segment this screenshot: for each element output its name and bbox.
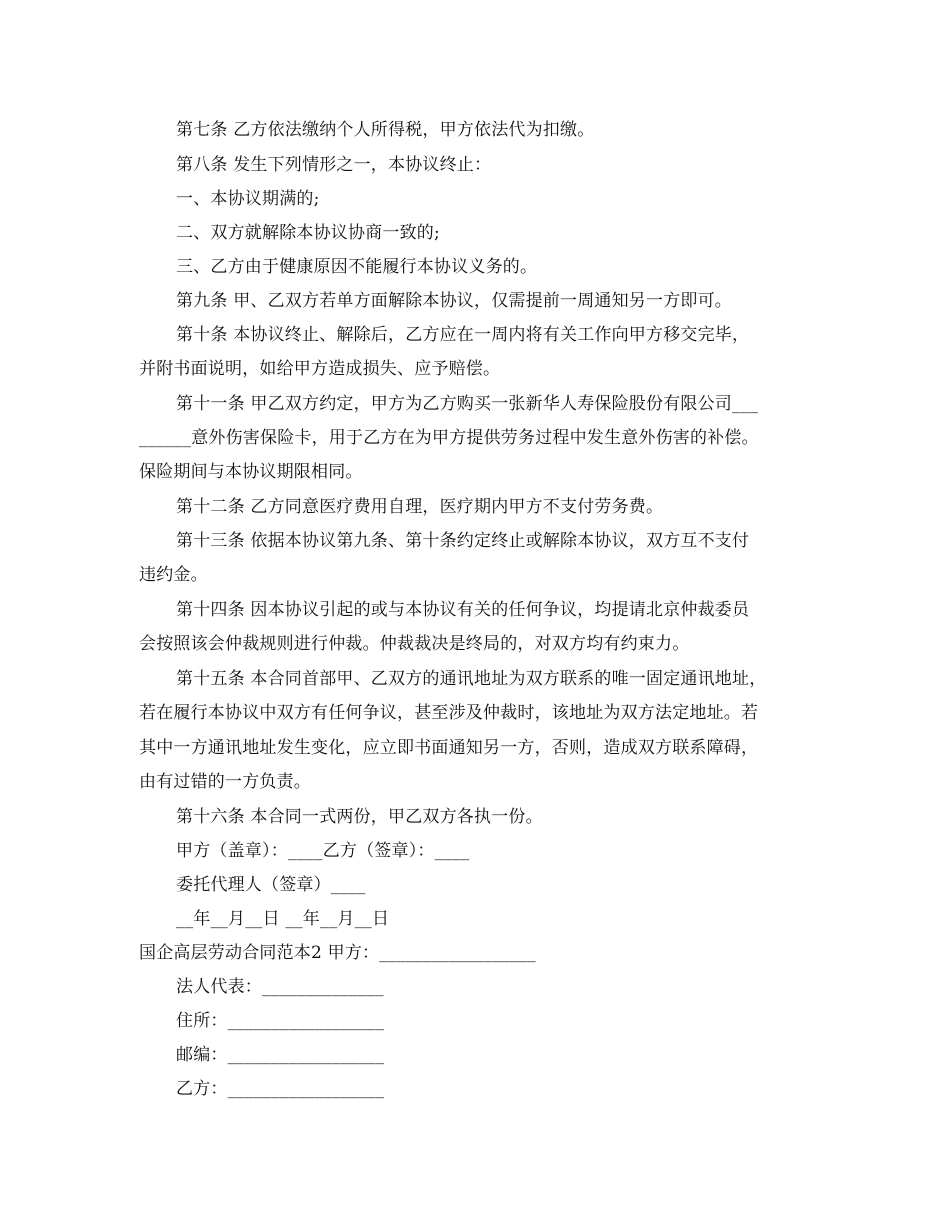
article-8-item-1: 一、本协议期满的;: [176, 189, 320, 209]
article-11-line-2: ______意外伤害保险卡，用于乙方在为甲方提供劳务过程中发生意外伤害的补偿。: [139, 428, 759, 448]
article-12: 第十二条 乙方同意医疗费用自理，医疗期内甲方不支付劳务费。: [176, 497, 664, 517]
article-10-line-1: 第十条 本协议终止、解除后，乙方应在一周内将有关工作向甲方移交完毕，: [176, 325, 750, 345]
article-15-line-2: 若在履行本协议中双方有任何争议，甚至涉及仲裁时，该地址为双方法定地址。若: [139, 703, 759, 723]
article-16: 第十六条 本合同一式两份，甲乙双方各执一份。: [176, 807, 543, 827]
date-line: __年__月__日 __年__月__日: [176, 909, 390, 929]
postcode-line: 邮编：__________________: [176, 1045, 385, 1065]
article-13-line-2: 违约金。: [139, 565, 208, 585]
article-15-line-4: 由有过错的一方负责。: [139, 772, 311, 792]
article-11-line-3: 保险期间与本协议期限相同。: [139, 462, 363, 482]
party-b-line: 乙方：__________________: [176, 1079, 385, 1099]
legal-representative-line: 法人代表：______________: [176, 977, 384, 997]
article-14-line-1: 第十四条 因本协议引起的或与本协议有关的任何争议，均提请北京仲裁委员: [176, 600, 750, 620]
article-9: 第九条 甲、乙双方若单方面解除本协议，仅需提前一周通知另一方即可。: [176, 291, 733, 311]
article-15-line-1: 第十五条 本合同首部甲、乙双方的通讯地址为双方联系的唯一固定通讯地址，: [176, 669, 767, 689]
article-13-line-1: 第十三条 依据本协议第九条、第十条约定终止或解除本协议，双方互不支付: [176, 531, 750, 551]
contract-2-title: 国企高层劳动合同范本2 甲方：__________________: [139, 943, 536, 963]
article-8-item-3: 三、乙方由于健康原因不能履行本协议义务的。: [176, 257, 538, 277]
signature-party-line: 甲方（盖章）：____乙方（签章）：____: [176, 841, 470, 861]
article-8: 第八条 发生下列情形之一，本协议终止：: [176, 155, 492, 175]
article-7: 第七条 乙方依法缴纳个人所得税，甲方依法代为扣缴。: [176, 120, 595, 140]
article-14-line-2: 会按照该会仲裁规则进行仲裁。仲裁裁决是终局的，对双方均有约束力。: [139, 634, 690, 654]
article-15-line-3: 其中一方通讯地址发生变化，应立即书面通知另一方，否则，造成双方联系障碍，: [139, 738, 759, 758]
article-10-line-2: 并附书面说明，如给甲方造成损失、应予赔偿。: [139, 359, 501, 379]
address-line: 住所：__________________: [176, 1011, 385, 1031]
article-11-line-1: 第十一条 甲乙双方约定，甲方为乙方购买一张新华人寿保险股份有限公司___: [176, 394, 759, 414]
article-8-item-2: 二、双方就解除本协议协商一致的;: [176, 223, 440, 243]
agent-signature-line: 委托代理人（签章）____: [176, 875, 366, 895]
